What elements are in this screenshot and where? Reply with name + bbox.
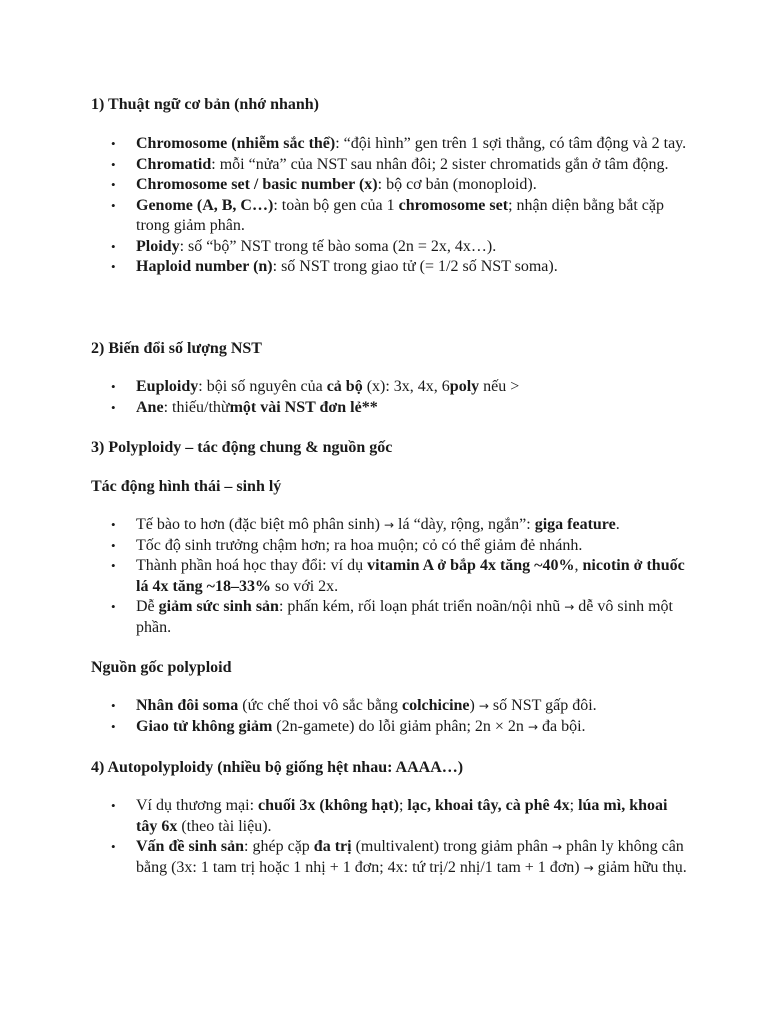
bullet-dot-icon: • xyxy=(111,197,116,213)
bullet-list xyxy=(91,696,691,737)
item-text: phân ly không cân bằng (3x: 1 tam trị hoặc 1 nhị + 1 đơn; 4x: tứ trị/2 nhị/1 tam + 1 đơn) xyxy=(136,838,684,876)
list-item xyxy=(91,134,691,155)
bullet-list xyxy=(91,515,691,638)
item-text: Dễ xyxy=(136,598,159,615)
item-text: : “đội hình” gen trên 1 sợi thẳng, có tâm động và 2 tay. xyxy=(335,135,687,152)
item-text: ; nhận diện bằng bắt cặp trong giảm phân. xyxy=(136,196,665,234)
bullet-dot-icon: • xyxy=(111,259,116,274)
item-text: dễ vô sinh một phần. xyxy=(136,598,673,636)
bullet-dot-icon: • xyxy=(111,558,116,573)
bold-term: poly xyxy=(449,378,480,395)
list-item xyxy=(91,196,691,237)
item-text: đa bội. xyxy=(538,717,586,735)
arrow-icon: → xyxy=(383,518,395,532)
item-text: : mỗi “nửa” của NST sau nhân đôi; 2 sister chromatids gắn ở tâm động. xyxy=(211,155,669,173)
bullet-list xyxy=(91,134,691,278)
bold-term: Ploidy xyxy=(136,237,180,255)
bullet-list xyxy=(91,377,691,418)
bold-term: Genome (A, B, C…) xyxy=(136,196,274,214)
item-text: Tốc độ sinh trưởng chậm hơn; ra hoa muộn; cỏ có thể giảm đẻ nhánh. xyxy=(136,536,583,554)
bold-term: Nhân đôi soma xyxy=(136,697,239,714)
list-item xyxy=(91,837,691,878)
bold-term: colchicine xyxy=(401,697,470,714)
item-text: (x): 3x, 4x, 6 xyxy=(362,378,450,395)
bold-term: giga feature xyxy=(534,516,616,533)
list-item xyxy=(91,237,691,258)
list-item xyxy=(91,257,691,278)
list-item xyxy=(91,717,691,738)
list-item xyxy=(91,398,691,419)
item-text: , xyxy=(574,557,583,574)
item-text: giảm hữu thụ. xyxy=(593,858,687,876)
bold-term: Chromosome set / basic number (x) xyxy=(136,176,378,193)
bullet-dot-icon: • xyxy=(111,136,116,151)
item-text: nếu > xyxy=(479,378,520,395)
bullet-dot-icon: • xyxy=(111,238,116,254)
bullet-dot-icon: • xyxy=(111,698,116,713)
item-text: . xyxy=(615,516,620,533)
list-item xyxy=(91,515,691,536)
bullet-list xyxy=(91,796,691,878)
item-text: ) xyxy=(469,697,479,714)
arrow-icon: → xyxy=(527,719,538,734)
bullet-dot-icon: • xyxy=(111,599,116,614)
item-text: : phấn kém, rối loạn phát triển noãn/nội nhũ xyxy=(278,598,565,615)
bold-term: Chromatid xyxy=(136,155,212,173)
bold-term: chromosome set xyxy=(398,196,509,214)
bold-term: Euploidy xyxy=(136,378,199,395)
item-text: : bộ cơ bản (monoploid). xyxy=(377,176,537,193)
item-text: (theo tài liệu). xyxy=(177,817,272,835)
item-text: lá “dày, rộng, ngắn”: xyxy=(394,516,535,533)
item-text: ; xyxy=(569,797,579,814)
arrow-icon: → xyxy=(551,840,563,854)
bold-term: vitamin A ở bắp 4x tăng ~40% xyxy=(367,557,575,574)
item-text: (multivalent) trong giảm phân xyxy=(351,838,552,855)
section-heading: 2) Biến đổi số lượng NST xyxy=(91,340,262,357)
bold-term: giảm sức sinh sản xyxy=(158,598,279,615)
list-item xyxy=(91,377,691,398)
bullet-dot-icon: • xyxy=(111,537,116,553)
section-heading: 3) Polyploidy – tác động chung & nguồn gốc xyxy=(91,439,393,456)
bold-term: Giao tử không giảm xyxy=(136,717,273,735)
bold-term: một vài NST đơn lẻ** xyxy=(229,398,378,416)
bullet-dot-icon: • xyxy=(111,718,116,734)
section-heading: 4) Autopolyploidy (nhiều bộ giống hệt nhau: AAAA…) xyxy=(91,759,464,776)
list-item xyxy=(91,796,691,837)
list-item xyxy=(91,536,691,557)
item-text: (ức chế thoi vô sắc bằng xyxy=(238,697,402,714)
bold-term: chuối 3x (không hạt) xyxy=(258,797,399,814)
item-text: số NST gấp đôi. xyxy=(488,697,597,714)
item-text: (2n-gamete) do lỗi giảm phân; 2n × 2n xyxy=(272,717,528,735)
list-item xyxy=(91,556,691,597)
item-text: Thành phần hoá học thay đổi: ví dụ xyxy=(136,557,368,574)
item-text: : số NST trong giao tử (= 1/2 số NST soma). xyxy=(272,258,558,275)
item-text: : số “bộ” NST trong tế bào soma (2n = 2x, 4x…). xyxy=(179,237,497,255)
bold-term: đa trị xyxy=(313,838,352,855)
bold-term: cả bộ xyxy=(326,378,363,395)
bullet-dot-icon: • xyxy=(111,839,116,854)
subsection-heading: Nguồn gốc polyploid xyxy=(91,659,232,676)
section-heading: 1) Thuật ngữ cơ bản (nhớ nhanh) xyxy=(91,96,319,113)
list-item xyxy=(91,175,691,196)
list-item xyxy=(91,155,691,176)
bullet-dot-icon: • xyxy=(111,798,116,813)
item-text: Tế bào to hơn (đặc biệt mô phân sinh) xyxy=(136,516,384,533)
item-text: so với 2x. xyxy=(271,577,339,595)
item-text: Ví dụ thương mại: xyxy=(136,797,259,814)
item-text: : ghép cặp xyxy=(244,838,314,855)
bullet-dot-icon: • xyxy=(111,379,116,394)
bold-term: Ane xyxy=(136,398,164,416)
list-item xyxy=(91,597,691,638)
bold-term: lạc, khoai tây, cà phê 4x xyxy=(407,797,570,814)
subsection-heading: Tác động hình thái – sinh lý xyxy=(91,478,282,495)
arrow-icon: → xyxy=(564,600,575,614)
bold-term: nicotin ở thuốc lá 4x tăng ~18–33% xyxy=(136,557,685,595)
arrow-icon: → xyxy=(478,699,489,713)
bold-term: Chromosome (nhiễm sắc thể) xyxy=(136,135,336,152)
item-text: : thiếu/thừ xyxy=(163,398,230,416)
bold-term: lúa mì, khoai tây 6x xyxy=(136,797,668,835)
bullet-dot-icon: • xyxy=(111,517,116,532)
item-text: ; xyxy=(398,797,408,814)
item-text: : toàn bộ gen của 1 xyxy=(273,196,399,214)
arrow-icon: → xyxy=(583,860,594,875)
bullet-dot-icon: • xyxy=(111,177,116,192)
item-text: : bội số nguyên của xyxy=(198,378,327,395)
bold-term: Haploid number (n) xyxy=(136,258,273,275)
list-item xyxy=(91,696,691,717)
bullet-dot-icon: • xyxy=(111,156,116,172)
bold-term: Vấn đề sinh sản xyxy=(136,838,245,855)
bullet-dot-icon: • xyxy=(111,399,116,415)
